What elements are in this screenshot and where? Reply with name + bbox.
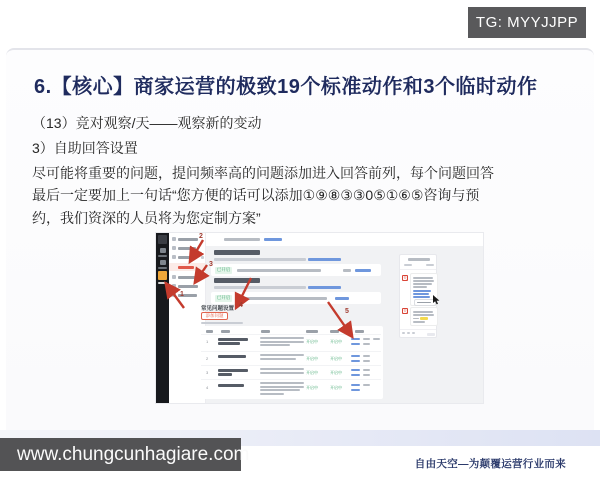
faq-section-title: 常见问题设置 [201, 306, 235, 312]
display-status: 开启中 [306, 385, 318, 390]
tg-contact-badge: TG: MYYJJPP [468, 7, 586, 38]
paragraph-line: 约，我们资深的人员将为您定制方案” [32, 209, 261, 226]
row-seq: 3 [206, 370, 209, 375]
watermark-bar [0, 438, 250, 471]
annotation-number: 4 [239, 302, 243, 309]
annotation-number: 5 [345, 308, 349, 315]
paragraph-line: 尽可能将重要的问题，提问频率高的问题添加进入回答前列，每个问题回答 [32, 165, 494, 181]
row-seq: 4 [206, 385, 209, 390]
annotation-arrows [156, 233, 483, 403]
watermark-url: www.chungcunhagiare.com [17, 443, 250, 465]
slide-title: 6.【核心】商家运营的极致19个标准动作和3个临时动作 [34, 76, 538, 98]
merchant-avatar: 关 [403, 308, 407, 313]
enabled-tag: 已开启 [216, 267, 231, 272]
body-paragraph [32, 162, 494, 229]
merchant-avatar: 关 [403, 275, 407, 280]
display-status: 开启中 [306, 356, 318, 361]
annotation-number: 3 [209, 261, 213, 268]
paragraph-line: 最后一定要加上一句话“您方便的话可以添加①⑨⑧③③0⑤①⑥⑤咨询与预 [32, 187, 480, 204]
add-question-button[interactable]: 添加问题 [201, 312, 228, 320]
status: 开启中 [330, 370, 342, 375]
annotation-number: 2 [199, 233, 203, 240]
body-line-1: （13）竞对观察/天——观察新的变动 [32, 115, 262, 131]
body-line-2: 3）自助回答设置 [32, 140, 138, 156]
display-status: 开启中 [306, 370, 318, 375]
row-seq: 2 [206, 356, 209, 361]
display-status: 开启中 [306, 339, 318, 344]
slide-tagline: 自由天空—为颠覆运营行业而来 [414, 458, 566, 470]
annotation-number: 1 [180, 291, 184, 298]
status: 开启中 [330, 356, 342, 361]
embedded-screenshot [155, 232, 484, 404]
status: 开启中 [330, 385, 342, 390]
status: 开启中 [330, 339, 342, 344]
enabled-tag: 已开启 [216, 295, 231, 300]
row-seq: 1 [206, 339, 209, 344]
